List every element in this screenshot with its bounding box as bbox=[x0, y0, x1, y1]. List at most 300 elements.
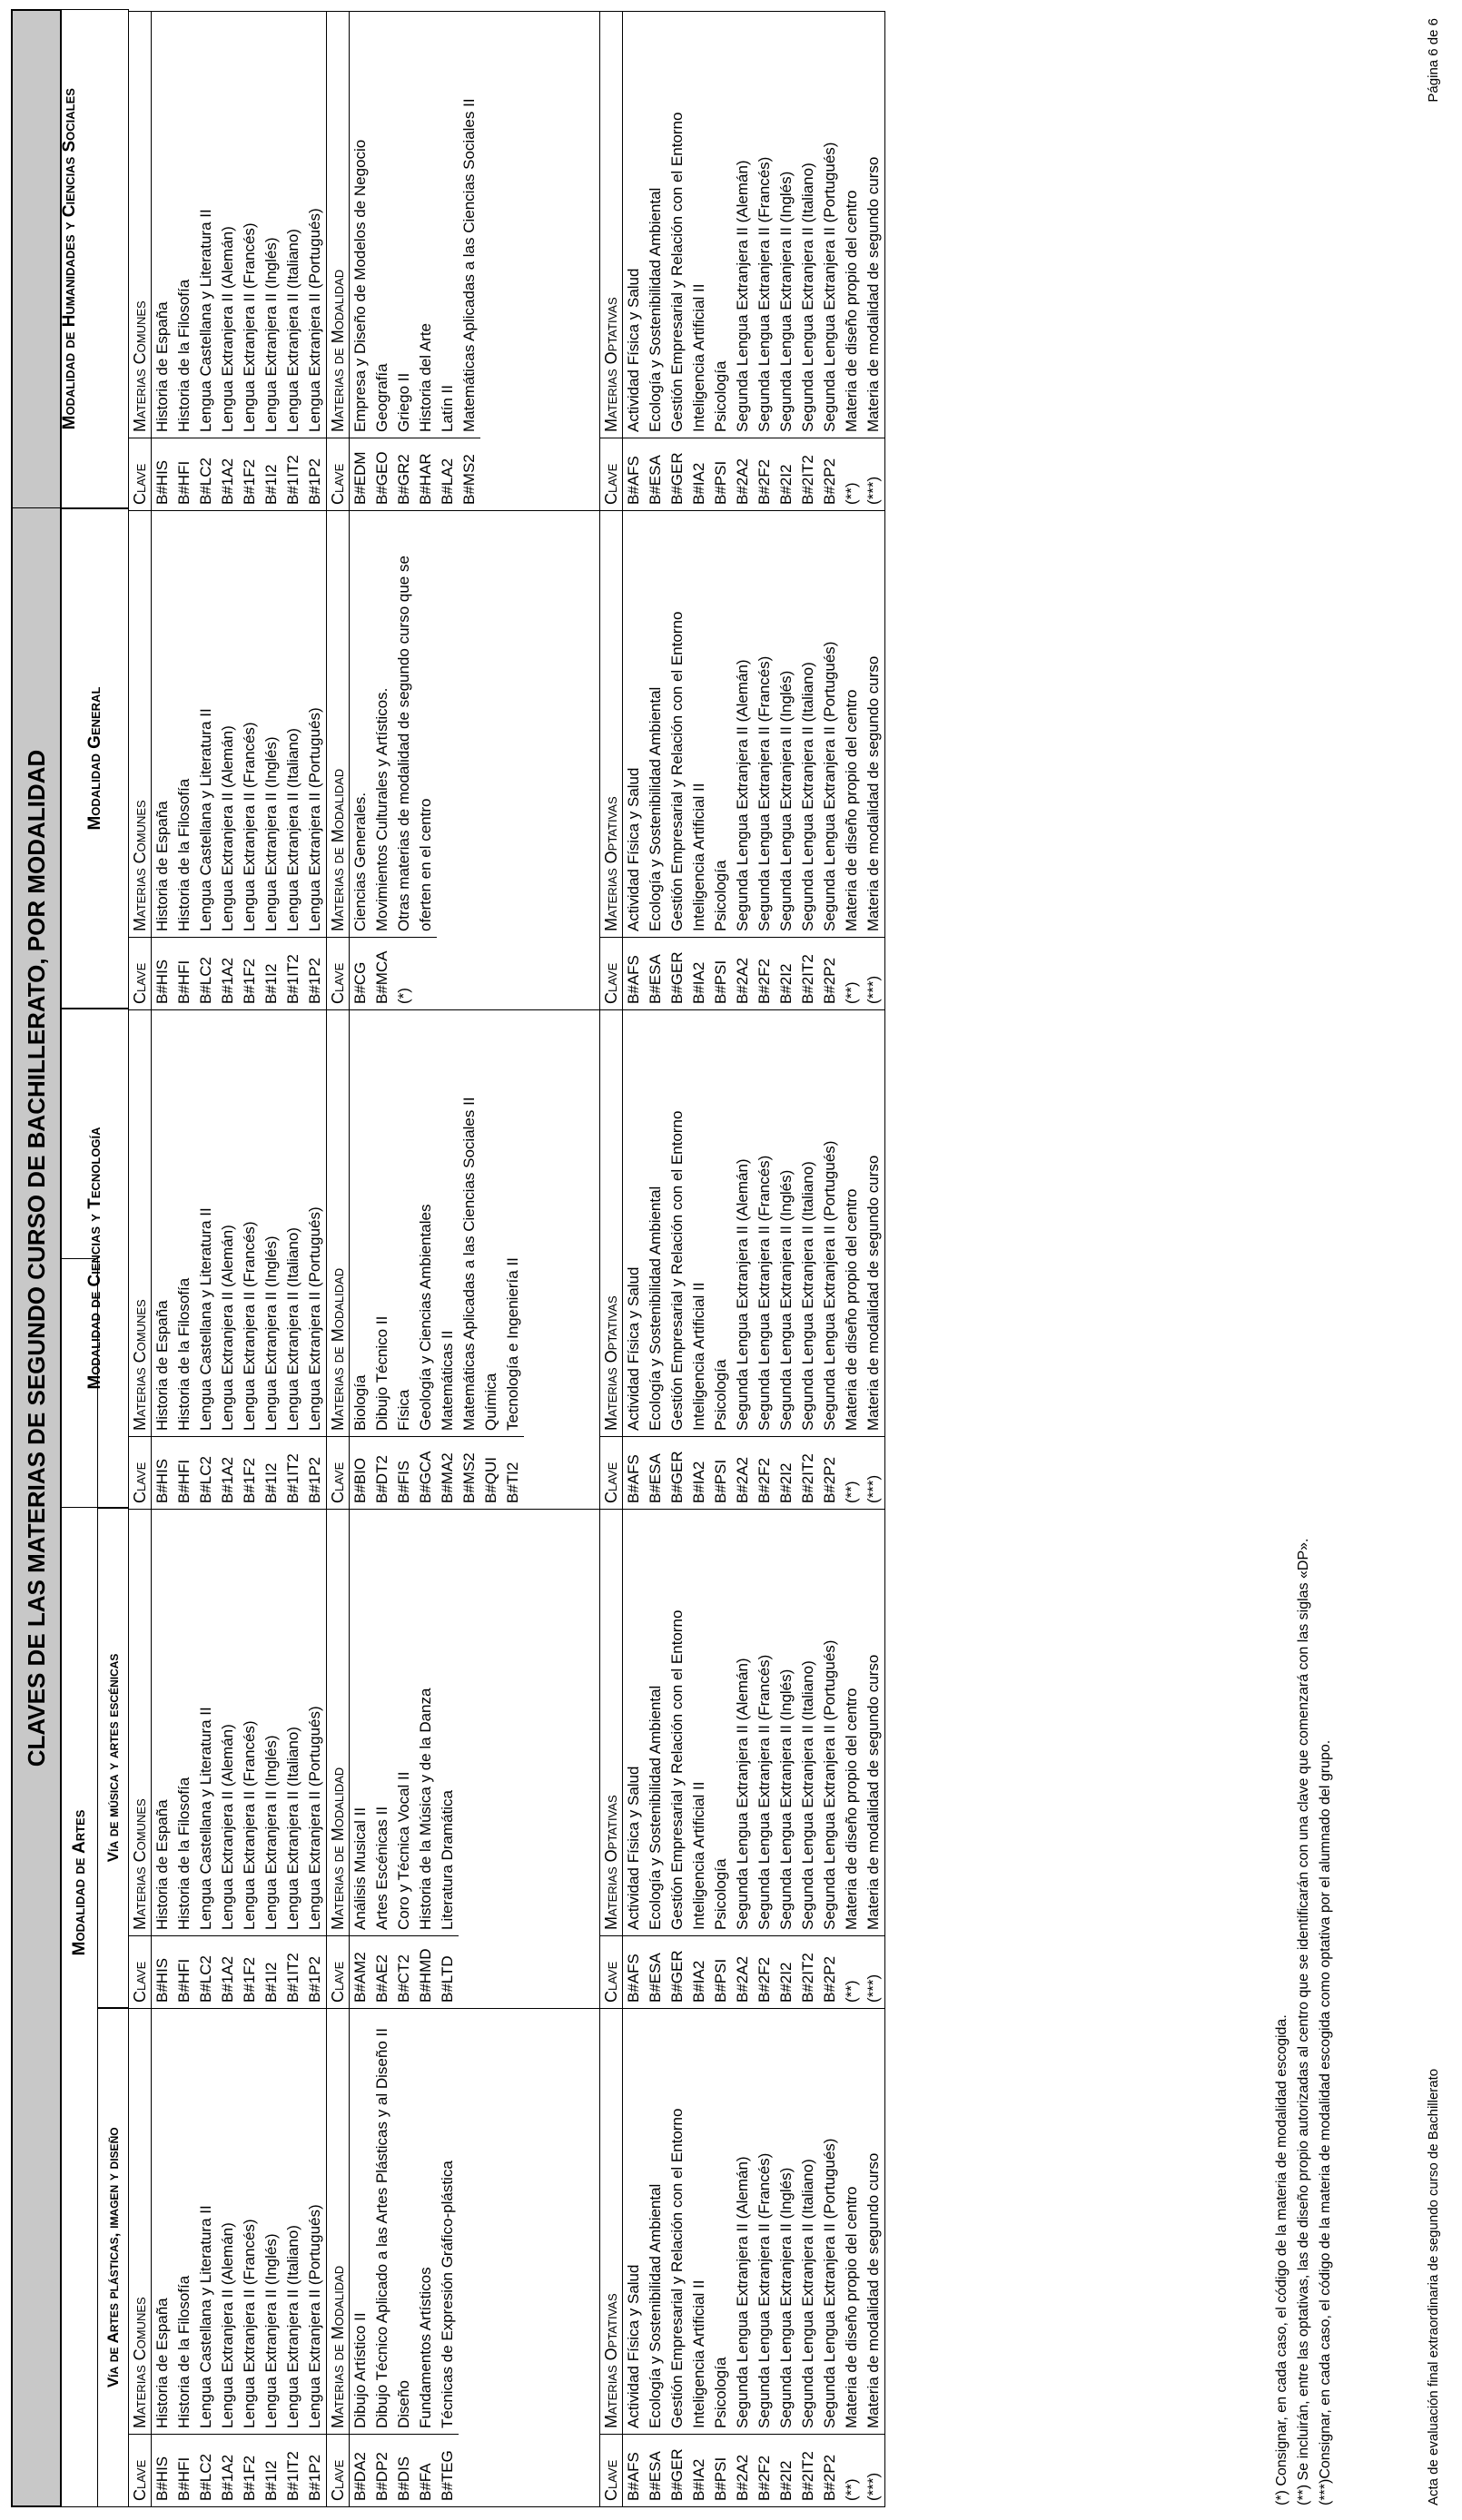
clave-header: Clave bbox=[327, 937, 349, 1009]
subject-code: B#EDM bbox=[350, 438, 371, 510]
modalidad-header: Materias de Modalidad bbox=[329, 768, 347, 931]
subject-code: (***) bbox=[863, 2434, 884, 2506]
subject-name: Psicología bbox=[712, 2357, 729, 2428]
subject-code: (**) bbox=[841, 1436, 863, 1509]
comunes-row bbox=[261, 1010, 282, 1509]
comunes-row bbox=[152, 1010, 173, 1509]
comunes-row bbox=[152, 12, 173, 510]
subject-code: (***) bbox=[863, 438, 884, 510]
subject-code: B#1I2 bbox=[261, 1436, 282, 1509]
optativas-row bbox=[623, 1010, 645, 1509]
subject-code: B#1IT2 bbox=[282, 2434, 304, 2506]
subject-code: B#1A2 bbox=[217, 438, 239, 510]
modalidad-header-row bbox=[327, 1510, 350, 2008]
subject-code: B#2P2 bbox=[819, 1935, 841, 2008]
subject-code: B#2I2 bbox=[775, 1935, 797, 2008]
comunes-row bbox=[304, 12, 326, 510]
optativas-row bbox=[623, 1510, 645, 2008]
subject-code: B#DA2 bbox=[350, 2434, 371, 2506]
subject-name: Ecología y Sostenibilidad Ambiental bbox=[647, 1186, 664, 1431]
subject-name: Historia de la Filosofía bbox=[175, 778, 193, 931]
subject-name: Lengua Extranjera II (Francés) bbox=[241, 2219, 258, 2428]
subject-name: Griego II bbox=[395, 372, 412, 432]
optativas-row bbox=[754, 1510, 775, 2008]
modalidad-header: Materias de Modalidad bbox=[329, 1267, 347, 1431]
modalidad-row bbox=[437, 2009, 459, 2506]
comunes-row bbox=[152, 1510, 173, 2008]
subject-name: Lengua Extranjera II (Italiano) bbox=[284, 1727, 301, 1930]
optativas-row bbox=[688, 1510, 710, 2008]
optativas-header-row bbox=[600, 511, 623, 1009]
optativas-row bbox=[841, 1010, 863, 1509]
comunes-header-row bbox=[129, 511, 152, 1009]
subject-code: B#HMD bbox=[415, 1935, 437, 2008]
subject-name: Gestión Empresarial y Relación con el Entorno bbox=[668, 2108, 686, 2428]
subject-name: Segunda Lengua Extranjera II (Inglés) bbox=[777, 2167, 795, 2428]
subject-name: Historia de la Filosofía bbox=[175, 279, 193, 432]
clave-header: Clave bbox=[327, 1436, 349, 1509]
subject-code: B#FIS bbox=[393, 1436, 415, 1509]
optativas-row bbox=[623, 2009, 645, 2506]
subject-code: B#HFI bbox=[173, 438, 195, 510]
subject-code: B#AFS bbox=[623, 937, 645, 1009]
subject-name: Inteligencia Artificial II bbox=[690, 783, 707, 931]
subject-name: Historia de España bbox=[153, 301, 171, 432]
modalidad-section bbox=[327, 12, 600, 510]
footnote-3: (***)Consignar, en cada caso, el código de la materia de modalidad escogida como optativa por el alumnado del grupo. bbox=[1318, 1739, 1333, 2505]
subject-code: B#QUI bbox=[480, 1436, 502, 1509]
subject-name: Lengua Extranjera II (Inglés) bbox=[262, 1235, 280, 1431]
subject-code: (**) bbox=[841, 1935, 863, 2008]
clave-header: Clave bbox=[600, 438, 622, 510]
subject-name: Materia de diseño propio del centro bbox=[843, 1688, 860, 1930]
comunes-row bbox=[282, 2009, 304, 2506]
subject-code: B#GER bbox=[667, 1436, 688, 1509]
subject-name: Materia de modalidad de segundo curso bbox=[864, 2152, 882, 2428]
subject-code: B#TEG bbox=[437, 2434, 459, 2506]
subject-code: B#ESA bbox=[645, 1436, 667, 1509]
subject-code: B#IA2 bbox=[688, 1935, 710, 2008]
subject-code: B#LC2 bbox=[195, 1935, 217, 2008]
subject-name: Materia de diseño propio del centro bbox=[843, 1188, 860, 1431]
claves-table bbox=[11, 9, 885, 2507]
comunes-row bbox=[173, 2009, 195, 2506]
optativas-row bbox=[863, 12, 884, 510]
modalidad-section bbox=[327, 2009, 600, 2506]
subject-code: B#1IT2 bbox=[282, 937, 304, 1009]
subject-code: B#PSI bbox=[710, 2434, 732, 2506]
comunes-row bbox=[217, 1510, 239, 2008]
subject-code: B#IA2 bbox=[688, 438, 710, 510]
subject-code: B#PSI bbox=[710, 937, 732, 1009]
modalidad-row bbox=[371, 12, 393, 510]
modalidad-row bbox=[459, 1010, 480, 1509]
subject-name: Análisis Musical II bbox=[351, 1806, 369, 1930]
subject-name: Materia de diseño propio del centro bbox=[843, 190, 860, 432]
modalidad-row bbox=[350, 1510, 371, 2008]
optativas-row bbox=[797, 1010, 819, 1509]
comunes-row bbox=[282, 12, 304, 510]
optativas-row bbox=[863, 1010, 884, 1509]
subject-code: B#HIS bbox=[152, 438, 173, 510]
subject-name: Inteligencia Artificial II bbox=[690, 1781, 707, 1930]
subject-name: Historia de España bbox=[153, 801, 171, 931]
optativas-header-row bbox=[600, 2009, 623, 2506]
subject-name: Literatura Dramática bbox=[439, 1789, 456, 1930]
subject-name: Actividad Física y Salud bbox=[625, 268, 642, 432]
subject-name: Historia de España bbox=[153, 1300, 171, 1431]
comunes-row bbox=[239, 12, 261, 510]
comunes-header-row bbox=[129, 12, 152, 510]
modalidad-row bbox=[480, 1010, 502, 1509]
comunes-row bbox=[195, 12, 217, 510]
subject-name: Dibujo Artístico II bbox=[351, 2312, 369, 2428]
comunes-row bbox=[173, 1510, 195, 2008]
subject-name: Ecología y Sostenibilidad Ambiental bbox=[647, 2183, 664, 2428]
subject-code: B#ESA bbox=[645, 1935, 667, 2008]
subject-code: (**) bbox=[841, 2434, 863, 2506]
subject-name: Gestión Empresarial y Relación con el Entorno bbox=[668, 112, 686, 432]
optativas-row bbox=[732, 1510, 754, 2008]
subject-code: B#CG bbox=[350, 937, 371, 1009]
comunes-row bbox=[261, 12, 282, 510]
subject-name: Matemáticas Aplicadas a las Ciencias Sociales II bbox=[460, 98, 478, 432]
subject-code: B#1IT2 bbox=[282, 1436, 304, 1509]
subject-code: B#1F2 bbox=[239, 2434, 261, 2506]
clave-header: Clave bbox=[600, 1935, 622, 2008]
subject-name: Segunda Lengua Extranjera II (Inglés) bbox=[777, 1669, 795, 1930]
optativas-row bbox=[819, 511, 841, 1009]
modalidad-row bbox=[350, 2009, 371, 2506]
comunes-row bbox=[239, 1010, 261, 1509]
optativas-row bbox=[819, 1510, 841, 2008]
subject-name: Psicología bbox=[712, 860, 729, 931]
clave-header: Clave bbox=[327, 2434, 349, 2506]
clave-header: Clave bbox=[600, 2434, 622, 2506]
subject-name: Psicología bbox=[712, 360, 729, 432]
subject-name: Materia de modalidad de segundo curso bbox=[864, 1654, 882, 1930]
subject-code: B#1A2 bbox=[217, 1935, 239, 2008]
comunes-row bbox=[304, 2009, 326, 2506]
modalidad-row bbox=[393, 1510, 415, 2008]
comunes-section bbox=[129, 511, 327, 1009]
subject-code: B#2P2 bbox=[819, 937, 841, 1009]
modalidad-row bbox=[437, 12, 459, 510]
subject-name: Diseño bbox=[395, 2380, 412, 2428]
optativas-row bbox=[710, 2009, 732, 2506]
comunes-row bbox=[261, 511, 282, 1009]
optativas-section bbox=[600, 2009, 885, 2506]
subject-code: B#HIS bbox=[152, 2434, 173, 2506]
subject-name: Segunda Lengua Extranjera II (Italiano) bbox=[799, 162, 816, 432]
subject-name: Lengua Castellana y Literatura II bbox=[197, 2205, 214, 2428]
modalidad-header-row bbox=[327, 511, 350, 1009]
optativas-row bbox=[754, 511, 775, 1009]
subject-name: Historia de la Filosofía bbox=[175, 1777, 193, 1930]
comunes-row bbox=[304, 1510, 326, 2008]
via-plasticas-heading: Vía de Artes plásticas, imagen y diseño bbox=[98, 2008, 129, 2507]
comunes-section bbox=[129, 1510, 327, 2008]
subject-name: Segunda Lengua Extranjera II (Portugués) bbox=[821, 142, 838, 432]
optativas-row bbox=[863, 1510, 884, 2008]
optativas-row bbox=[710, 12, 732, 510]
comunes-row bbox=[261, 2009, 282, 2506]
optativas-row bbox=[841, 12, 863, 510]
optativas-header-row bbox=[600, 1010, 623, 1509]
subject-name: Segunda Lengua Extranjera II (Alemán) bbox=[734, 1658, 751, 1930]
modality-general-heading: Modalidad General bbox=[62, 508, 129, 1008]
subject-name: Segunda Lengua Extranjera II (Francés) bbox=[756, 1155, 773, 1431]
optativas-row bbox=[775, 12, 797, 510]
modalidad-section bbox=[327, 1010, 600, 1509]
optativas-row bbox=[841, 511, 863, 1009]
subject-name: Lengua Castellana y Literatura II bbox=[197, 1207, 214, 1431]
comunes-row bbox=[195, 1010, 217, 1509]
subject-name: Lengua Extranjera II (Francés) bbox=[241, 722, 258, 931]
subject-name: Actividad Física y Salud bbox=[625, 767, 642, 931]
modalidad-row bbox=[393, 2009, 415, 2506]
subject-code: B#GER bbox=[667, 1935, 688, 2008]
subject-name: Segunda Lengua Extranjera II (Inglés) bbox=[777, 670, 795, 931]
clave-header: Clave bbox=[327, 438, 349, 510]
subject-code: B#1A2 bbox=[217, 1436, 239, 1509]
optativas-row bbox=[667, 2009, 688, 2506]
subject-code: B#HAR bbox=[415, 438, 437, 510]
comunes-row bbox=[217, 12, 239, 510]
modalidad-row bbox=[415, 2009, 437, 2506]
subject-name: Gestión Empresarial y Relación con el Entorno bbox=[668, 611, 686, 931]
subject-name: Segunda Lengua Extranjera II (Francés) bbox=[756, 156, 773, 432]
subject-code: B#HIS bbox=[152, 937, 173, 1009]
optativas-row bbox=[688, 12, 710, 510]
optativas-section bbox=[600, 511, 885, 1009]
subject-name: Lengua Extranjera II (Portugués) bbox=[306, 707, 323, 931]
modalidad-row bbox=[350, 1010, 371, 1509]
subject-code: B#2A2 bbox=[732, 438, 754, 510]
optativas-row bbox=[732, 12, 754, 510]
optativas-row bbox=[688, 2009, 710, 2506]
comunes-row bbox=[173, 511, 195, 1009]
subject-code: B#LA2 bbox=[437, 438, 459, 510]
optativas-header: Materias Optativas bbox=[602, 1295, 620, 1431]
optativas-row bbox=[754, 1010, 775, 1509]
subject-name: Lengua Extranjera II (Inglés) bbox=[262, 2233, 280, 2428]
optativas-row bbox=[797, 12, 819, 510]
subject-name: Segunda Lengua Extranjera II (Portugués) bbox=[821, 1639, 838, 1930]
subject-code: B#2P2 bbox=[819, 2434, 841, 2506]
subject-name: Lengua Extranjera II (Portugués) bbox=[306, 208, 323, 432]
subject-name: Inteligencia Artificial II bbox=[690, 283, 707, 432]
optativas-row bbox=[667, 1010, 688, 1509]
clave-header: Clave bbox=[600, 1436, 622, 1509]
subject-name: Segunda Lengua Extranjera II (Francés) bbox=[756, 2152, 773, 2428]
subject-code: B#AFS bbox=[623, 438, 645, 510]
optativas-row bbox=[819, 2009, 841, 2506]
modalidad-row bbox=[371, 511, 393, 1009]
optativas-row bbox=[797, 511, 819, 1009]
subject-code: B#HFI bbox=[173, 2434, 195, 2506]
comunes-row bbox=[173, 12, 195, 510]
subject-name: Ecología y Sostenibilidad Ambiental bbox=[647, 686, 664, 931]
subject-name: Segunda Lengua Extranjera II (Francés) bbox=[756, 1654, 773, 1930]
subject-code: B#2IT2 bbox=[797, 1935, 819, 2008]
subject-code: B#CT2 bbox=[393, 1935, 415, 2008]
modalidad-row bbox=[371, 2009, 393, 2506]
optativas-header-row bbox=[600, 12, 623, 510]
subject-code: B#1F2 bbox=[239, 937, 261, 1009]
comunes-header: Materias Comunes bbox=[131, 1299, 149, 1431]
comunes-row bbox=[239, 2009, 261, 2506]
subject-name: Lengua Extranjera II (Italiano) bbox=[284, 229, 301, 432]
comunes-section bbox=[129, 1010, 327, 1509]
subject-name: Historia de España bbox=[153, 2298, 171, 2428]
subject-code: B#HFI bbox=[173, 1436, 195, 1509]
subject-code: B#MS2 bbox=[459, 438, 480, 510]
subject-name: Lengua Extranjera II (Francés) bbox=[241, 1720, 258, 1930]
comunes-row bbox=[152, 511, 173, 1009]
modalidad-section bbox=[327, 511, 600, 1009]
subject-code: B#1IT2 bbox=[282, 438, 304, 510]
subject-name: Historia de España bbox=[153, 1799, 171, 1930]
subject-code: B#AFS bbox=[623, 2434, 645, 2506]
subject-code: B#HFI bbox=[173, 937, 195, 1009]
subject-name: Ciencias Generales. bbox=[351, 792, 369, 931]
optativas-header: Materias Optativas bbox=[602, 796, 620, 931]
optativas-row bbox=[775, 1010, 797, 1509]
footnote-2: (**) Se incluirán, entre las optativas, las de diseño propio autorizadas al centro que se identificarán con una clave que comenzará con las siglas «DP». bbox=[1296, 1538, 1311, 2505]
subject-name: Inteligencia Artificial II bbox=[690, 2279, 707, 2428]
subject-code: B#AFS bbox=[623, 1935, 645, 2008]
comunes-row bbox=[173, 1010, 195, 1509]
subject-code: B#2P2 bbox=[819, 438, 841, 510]
subject-code: B#AE2 bbox=[371, 1935, 393, 2008]
subject-code: B#1I2 bbox=[261, 2434, 282, 2506]
comunes-header: Materias Comunes bbox=[131, 800, 149, 931]
subject-code: B#PSI bbox=[710, 1436, 732, 1509]
subject-name: Lengua Extranjera II (Alemán) bbox=[219, 2222, 236, 2428]
subject-code: B#1I2 bbox=[261, 937, 282, 1009]
subject-name: Psicología bbox=[712, 1359, 729, 1431]
clave-header: Clave bbox=[129, 1935, 151, 2008]
optativas-row bbox=[645, 1510, 667, 2008]
subject-code: B#2I2 bbox=[775, 1436, 797, 1509]
modalidad-row bbox=[437, 1010, 459, 1509]
comunes-row bbox=[239, 511, 261, 1009]
subject-code: B#IA2 bbox=[688, 1436, 710, 1509]
subject-code: B#DP2 bbox=[371, 2434, 393, 2506]
subject-code: B#HIS bbox=[152, 1436, 173, 1509]
subject-name: Dibujo Técnico Aplicado a las Artes Plásticas y al Diseño II bbox=[373, 2028, 390, 2428]
subject-name: Actividad Física y Salud bbox=[625, 1266, 642, 1431]
subject-code: (***) bbox=[863, 937, 884, 1009]
subject-name: Coro y Técnica Vocal II bbox=[395, 1771, 412, 1930]
comunes-header: Materias Comunes bbox=[131, 2297, 149, 2428]
subject-name: Artes Escénicas II bbox=[373, 1806, 390, 1930]
subject-code: B#1P2 bbox=[304, 937, 326, 1009]
comunes-row bbox=[217, 1010, 239, 1509]
subject-name: Segunda Lengua Extranjera II (Inglés) bbox=[777, 171, 795, 432]
subject-code: B#PSI bbox=[710, 438, 732, 510]
subject-code: B#AM2 bbox=[350, 1935, 371, 2008]
subject-name: Lengua Extranjera II (Francés) bbox=[241, 1221, 258, 1431]
via-musica-heading: Vía de música y artes escénicas bbox=[98, 1508, 129, 2007]
subject-code: B#GEO bbox=[371, 438, 393, 510]
subject-name: Biología bbox=[351, 1374, 369, 1431]
modalidad-row bbox=[371, 1010, 393, 1509]
subject-name: Lengua Castellana y Literatura II bbox=[197, 708, 214, 931]
column-general bbox=[129, 510, 885, 1009]
subject-code: B#LC2 bbox=[195, 438, 217, 510]
optativas-row bbox=[645, 1010, 667, 1509]
subject-code: B#2A2 bbox=[732, 1436, 754, 1509]
subject-name: Segunda Lengua Extranjera II (Alemán) bbox=[734, 1158, 751, 1431]
subject-name: Fundamentos Artísticos bbox=[417, 2267, 434, 2428]
subject-code: B#2F2 bbox=[754, 937, 775, 1009]
subject-code: B#2IT2 bbox=[797, 438, 819, 510]
subject-name: Segunda Lengua Extranjera II (Francés) bbox=[756, 655, 773, 931]
subject-code: B#LC2 bbox=[195, 937, 217, 1009]
comunes-header: Materias Comunes bbox=[131, 300, 149, 432]
modalidad-row bbox=[350, 511, 371, 1009]
subject-name: Segunda Lengua Extranjera II (Portugués) bbox=[821, 1140, 838, 1431]
optativas-row bbox=[623, 12, 645, 510]
optativas-row bbox=[667, 511, 688, 1009]
subject-code: B#2F2 bbox=[754, 1935, 775, 2008]
optativas-row bbox=[732, 1010, 754, 1509]
subject-code: B#1P2 bbox=[304, 2434, 326, 2506]
modality-humanidades-heading: Modalidad de Humanidades y Ciencias Sociales bbox=[11, 9, 129, 508]
subject-name: Lengua Extranjera II (Italiano) bbox=[284, 1227, 301, 1431]
column-musica bbox=[129, 1509, 885, 2008]
footnotes bbox=[1271, 1539, 1337, 2506]
subject-code: B#LTD bbox=[437, 1935, 459, 2008]
optativas-row bbox=[775, 2009, 797, 2506]
subject-name: Historia de la Filosofía bbox=[175, 1277, 193, 1431]
subject-name: Lengua Extranjera II (Inglés) bbox=[262, 736, 280, 931]
subject-code: B#DIS bbox=[393, 2434, 415, 2506]
optativas-row bbox=[797, 2009, 819, 2506]
modalidad-header-row bbox=[327, 2009, 350, 2506]
subject-code: B#GER bbox=[667, 2434, 688, 2506]
comunes-row bbox=[304, 1010, 326, 1509]
modality-artes-heading: Modalidad de Artes bbox=[62, 1258, 98, 2507]
subject-name: Dibujo Técnico II bbox=[373, 1315, 390, 1431]
page-number: Página 6 de 6 bbox=[1426, 18, 1441, 103]
subject-name: Empresa y Diseño de Modelos de Negocio bbox=[351, 139, 369, 432]
optativas-header-row bbox=[600, 1510, 623, 2008]
subject-code: B#1P2 bbox=[304, 1436, 326, 1509]
subject-code: B#2IT2 bbox=[797, 1436, 819, 1509]
subject-name: Segunda Lengua Extranjera II (Italiano) bbox=[799, 2159, 816, 2428]
subject-code: B#DT2 bbox=[371, 1436, 393, 1509]
subject-name: Materia de modalidad de segundo curso bbox=[864, 156, 882, 432]
optativas-row bbox=[754, 2009, 775, 2506]
subject-code: B#2F2 bbox=[754, 438, 775, 510]
subject-code: B#2IT2 bbox=[797, 937, 819, 1009]
subject-name: Lengua Extranjera II (Francés) bbox=[241, 222, 258, 432]
subject-code: (**) bbox=[841, 438, 863, 510]
comunes-row bbox=[282, 1010, 304, 1509]
optativas-row bbox=[775, 1510, 797, 2008]
comunes-row bbox=[217, 511, 239, 1009]
modalidad-row bbox=[371, 1510, 393, 2008]
subject-code: (***) bbox=[863, 1436, 884, 1509]
subject-code: (***) bbox=[863, 1935, 884, 2008]
comunes-section bbox=[129, 12, 327, 510]
subject-code: B#MA2 bbox=[437, 1436, 459, 1509]
subject-code: B#IA2 bbox=[688, 2434, 710, 2506]
modalidad-row bbox=[459, 12, 480, 510]
